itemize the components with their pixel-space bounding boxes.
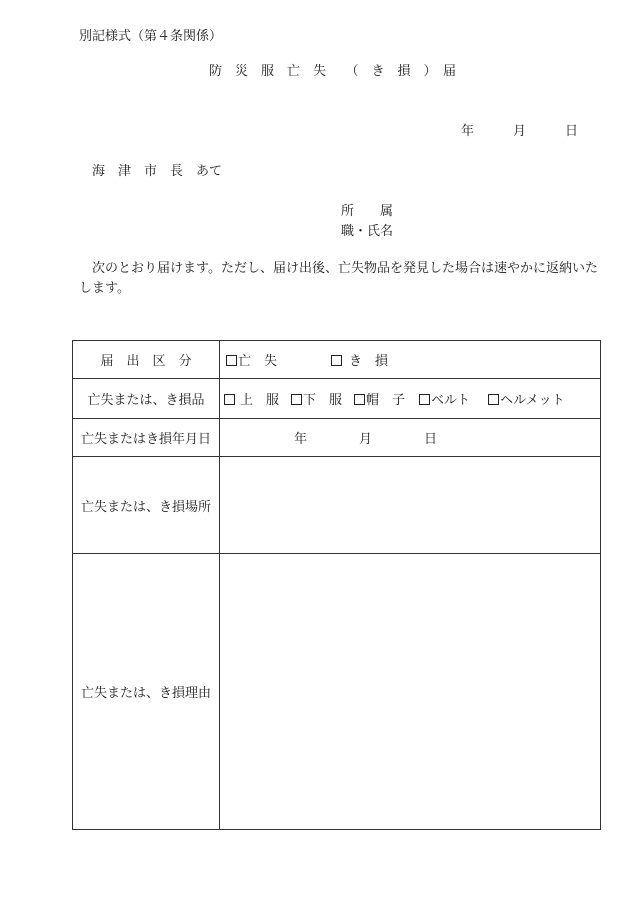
checkbox-cap[interactable]: 帽 子 (354, 389, 405, 408)
date-line: 年 月 日 (461, 124, 579, 139)
table-row (73, 379, 601, 419)
report-table (72, 340, 601, 830)
date-value: 年 月 日 (294, 432, 438, 447)
item-label: 亡失または、き損品 (73, 379, 220, 419)
checkbox-box[interactable] (354, 394, 365, 405)
checkbox-belt[interactable]: ベルト (419, 389, 470, 408)
reason-label: 亡失または、き損理由 (73, 554, 220, 830)
form-label: 別記様式（第４条関係） (79, 29, 223, 44)
checkbox-box[interactable] (488, 394, 499, 405)
affiliation-label: 所 属 (341, 204, 394, 219)
body-text: 次のとおり届けます。ただし、届け出後、亡失物品を発見した場合は速やかに返納いたします。 (79, 261, 598, 296)
checkbox-box[interactable] (419, 394, 430, 405)
table-row (73, 419, 601, 457)
place-cell[interactable] (220, 457, 601, 554)
checkbox-jacket[interactable]: 上 服 (224, 389, 279, 408)
checkbox-box[interactable] (331, 355, 342, 366)
table-row (73, 457, 601, 554)
date-label: 亡失またはき損年月日 (73, 419, 220, 457)
name-label: 職・氏名 (341, 224, 394, 239)
checkbox-helmet[interactable]: ヘルメット (488, 389, 565, 408)
checkbox-box[interactable] (291, 394, 302, 405)
checkbox-damage[interactable]: き 損 (331, 350, 388, 369)
addressee: 海 津 市 長 あて (92, 164, 223, 179)
checkbox-pants[interactable]: 下 服 (291, 389, 342, 408)
report-type-label: 届 出 区 分 (73, 341, 220, 379)
document-title: 防 災 服 亡 失 （ き 損 ） 届 (209, 64, 457, 79)
checkbox-box[interactable] (226, 355, 237, 366)
place-label: 亡失または、き損場所 (73, 457, 220, 554)
checkbox-box[interactable] (224, 394, 235, 405)
date-cell[interactable] (220, 419, 601, 457)
report-type-cell (220, 341, 601, 379)
reason-cell[interactable] (220, 554, 601, 830)
table-row (73, 341, 601, 379)
checkbox-loss[interactable]: 亡 失 (226, 350, 277, 369)
item-cell (220, 379, 601, 419)
table-row (73, 554, 601, 830)
